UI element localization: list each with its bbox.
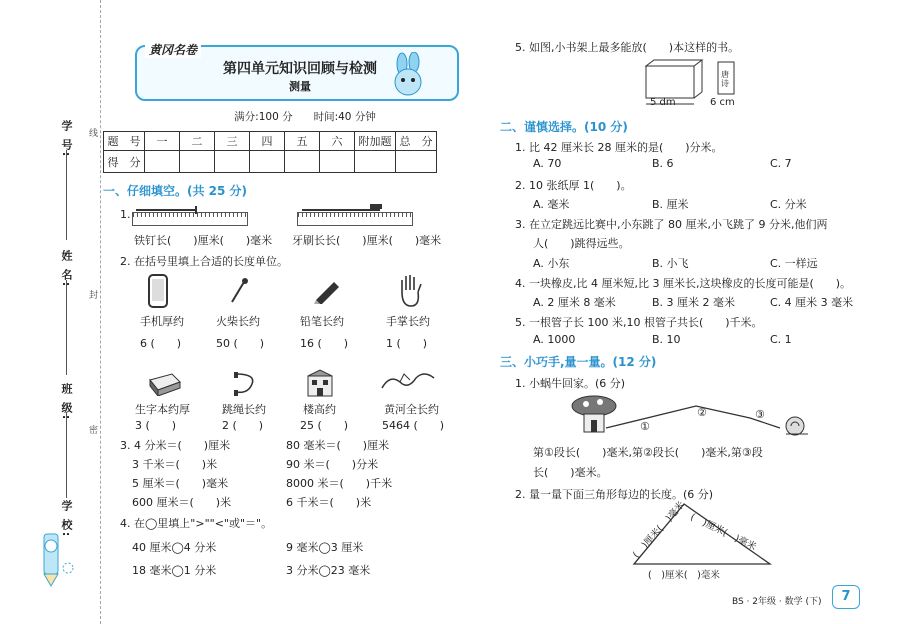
choice-q3-option-a[interactable]: A. 小东 — [533, 257, 570, 270]
score-header-cell: 六 — [320, 132, 355, 151]
ruler-toothbrush-image — [297, 212, 413, 226]
pencil-icon — [312, 276, 342, 304]
cut-mark-line: 线 — [87, 128, 97, 137]
class-label: 班 级: — [60, 383, 73, 422]
class-line — [66, 413, 67, 498]
page-title: 第四单元知识回顾与检测 — [223, 61, 377, 77]
score-input-cell[interactable] — [250, 151, 285, 173]
choice-q1-option-a[interactable]: A. 70 — [533, 157, 562, 170]
choice-q4-option-c[interactable]: C. 4 厘米 3 毫米 — [770, 296, 854, 309]
choice-q3-cont: 人( )跳得远些。 — [533, 237, 630, 250]
q3-row3-left: 5 厘米＝( )毫米 — [132, 477, 229, 490]
notebook-stack-icon — [148, 370, 182, 396]
s3-q1-prompt: 1. 小蜗牛回家。(6 分) — [515, 377, 626, 390]
q3-row4-right: 6 千米＝( )米 — [286, 496, 372, 509]
item-rope-label: 跳绳长约 — [222, 403, 266, 416]
cut-mark-secret: 密 — [87, 425, 97, 434]
choice-q5: 5. 一根管子长 100 米,10 根管子共长( )千米。 — [515, 316, 763, 329]
footer-book-info: BS · 2年级 · 数学 (下) — [732, 597, 822, 607]
shelf-width-label: 5 dm — [650, 97, 676, 108]
segment-3-label: ③ — [755, 408, 765, 421]
page-subtitle: 测量 — [289, 80, 311, 93]
section-1-title: 一、仔细填空。(共 25 分) — [103, 184, 248, 198]
choice-q2-option-c[interactable]: C. 分米 — [770, 198, 807, 211]
choice-q5-option-b[interactable]: B. 10 — [652, 333, 681, 346]
student-id-line — [66, 150, 67, 240]
phone-icon — [146, 273, 170, 309]
q1-nail-answer: 铁钉长( )厘米( )毫米 — [134, 234, 273, 247]
score-input-cell[interactable] — [355, 151, 396, 173]
snail-path-diagram — [570, 388, 810, 440]
student-id-label: 学 号: — [60, 120, 73, 159]
score-header-cell: 四 — [250, 132, 285, 151]
triangle-bottom-side-label: ( )厘米( )毫米 — [648, 570, 720, 581]
item-building-value: 25 ( ) — [300, 419, 349, 432]
score-input-cell[interactable] — [320, 151, 355, 173]
score-header-cell: 题 号 — [104, 132, 145, 151]
q4-row2-right: 3 分米◯23 毫米 — [286, 564, 371, 577]
mascot-pencil-icon — [28, 528, 76, 588]
item-pencil-label: 铅笔长约 — [300, 315, 344, 328]
q1-number: 1. — [120, 208, 131, 221]
q4-row1-right: 9 毫米◯3 厘米 — [286, 541, 364, 554]
match-icon — [228, 276, 250, 306]
q3-row1-left: 3. 4 分米＝( )厘米 — [120, 439, 231, 452]
q3-row3-right: 8000 米＝( )千米 — [286, 477, 393, 490]
choice-q2: 2. 10 张纸厚 1( )。 — [515, 179, 632, 192]
q4-prompt: 4. 在◯里填上">""<"或"＝"。 — [120, 517, 273, 530]
building-icon — [304, 368, 336, 398]
score-input-cell[interactable] — [145, 151, 180, 173]
q4-row1-left: 40 厘米◯4 分米 — [132, 541, 217, 554]
s3-q1-answer-line1: 第①段长( )毫米,第②段长( )毫米,第③段 — [533, 446, 763, 459]
choice-q3-option-b[interactable]: B. 小飞 — [652, 257, 689, 270]
nail-icon — [134, 204, 204, 214]
choice-q1-option-b[interactable]: B. 6 — [652, 157, 674, 170]
hand-icon — [396, 272, 424, 308]
segment-1-label: ① — [640, 420, 650, 433]
q3-row1-right: 80 毫米＝( )厘米 — [286, 439, 390, 452]
jump-rope-icon — [232, 370, 260, 398]
item-match-label: 火柴长约 — [216, 315, 260, 328]
rabbit-mascot-icon — [382, 52, 430, 98]
segment-2-label: ② — [697, 406, 707, 419]
item-hand-label: 手掌长约 — [386, 315, 430, 328]
score-header-cell: 附加题 — [355, 132, 396, 151]
score-header-cell: 五 — [285, 132, 320, 151]
s3-q1-answer-line2: 长( )毫米。 — [533, 466, 608, 479]
score-time-info: 满分:100 分 时间:40 分钟 — [234, 111, 376, 123]
page-number: 7 — [832, 585, 860, 609]
item-notebook-value: 3 ( ) — [135, 419, 177, 432]
choice-q4-option-a[interactable]: A. 2 厘米 8 毫米 — [533, 296, 616, 309]
item-rope-value: 2 ( ) — [222, 419, 264, 432]
yellow-river-map-icon — [380, 368, 436, 396]
choice-q5-option-c[interactable]: C. 1 — [770, 333, 792, 346]
toothbrush-icon — [300, 202, 390, 214]
item-pencil-value: 16 ( ) — [300, 337, 349, 350]
publisher-logo: 黄冈名卷 — [145, 41, 201, 58]
item-phone-value: 6 ( ) — [140, 337, 182, 350]
book-title: 唐诗 — [721, 70, 729, 88]
score-input-cell[interactable] — [215, 151, 250, 173]
choice-q1: 1. 比 42 厘米长 28 厘米的是( )分米。 — [515, 141, 723, 154]
score-input-cell[interactable] — [285, 151, 320, 173]
score-header-cell: 二 — [180, 132, 215, 151]
triangle-right-side-label: ( )厘米( )毫米 — [688, 511, 758, 554]
school-label: 学 校: — [60, 500, 73, 539]
score-table — [103, 131, 437, 173]
book-width-label: 6 cm — [710, 97, 735, 108]
q5-prompt: 5. 如图,小书架上最多能放( )本这样的书。 — [515, 41, 740, 54]
choice-q1-option-c[interactable]: C. 7 — [770, 157, 792, 170]
triangle-left-side-label: ( )厘米( )毫米 — [630, 499, 688, 561]
q1-toothbrush-answer: 牙刷长长( )厘米( )毫米 — [292, 234, 442, 247]
score-input-cell[interactable] — [180, 151, 215, 173]
choice-q3-option-c[interactable]: C. 一样远 — [770, 257, 818, 270]
s3-q2-prompt: 2. 量一量下面三角形每边的长度。(6 分) — [515, 488, 714, 501]
q3-row2-right: 90 米＝( )分米 — [286, 458, 379, 471]
choice-q2-option-a[interactable]: A. 毫米 — [533, 198, 570, 211]
name-label: 姓 名: — [60, 250, 73, 289]
choice-q4: 4. 一块橡皮,比 4 厘米短,比 3 厘米长,这块橡皮的长度可能是( )。 — [515, 277, 852, 290]
score-header-cell: 总 分 — [396, 132, 437, 151]
item-phone-label: 手机厚约 — [140, 315, 184, 328]
item-notebook-label: 生字本约厚 — [135, 403, 190, 416]
item-river-value: 5464 ( ) — [382, 419, 445, 432]
q2-prompt: 2. 在括号里填上合适的长度单位。 — [120, 255, 288, 268]
choice-q5-option-a[interactable]: A. 1000 — [533, 333, 576, 346]
score-header-cell: 一 — [145, 132, 180, 151]
choice-q4-option-b[interactable]: B. 3 厘米 2 毫米 — [652, 296, 736, 309]
name-line — [66, 280, 67, 375]
score-header-cell: 三 — [215, 132, 250, 151]
q3-row2-left: 3 千米＝( )米 — [132, 458, 218, 471]
item-building-label: 楼高约 — [303, 403, 336, 416]
q3-row4-left: 600 厘米＝( )米 — [132, 496, 232, 509]
item-hand-value: 1 ( ) — [386, 337, 428, 350]
q4-row2-left: 18 毫米◯1 分米 — [132, 564, 217, 577]
item-river-label: 黄河全长约 — [384, 403, 439, 416]
score-input-cell[interactable] — [396, 151, 437, 173]
cut-mark-seal: 封 — [87, 290, 97, 299]
choice-q2-option-b[interactable]: B. 厘米 — [652, 198, 689, 211]
choice-q3: 3. 在立定跳远比赛中,小东跳了 80 厘米,小飞跳了 9 分米,他们两 — [515, 218, 828, 231]
section-2-title: 二、谨慎选择。(10 分) — [500, 120, 628, 134]
score-row-label: 得 分 — [104, 151, 145, 173]
section-3-title: 三、小巧手,量一量。(12 分) — [500, 355, 657, 369]
item-match-value: 50 ( ) — [216, 337, 265, 350]
ruler-nail-image — [132, 212, 248, 226]
